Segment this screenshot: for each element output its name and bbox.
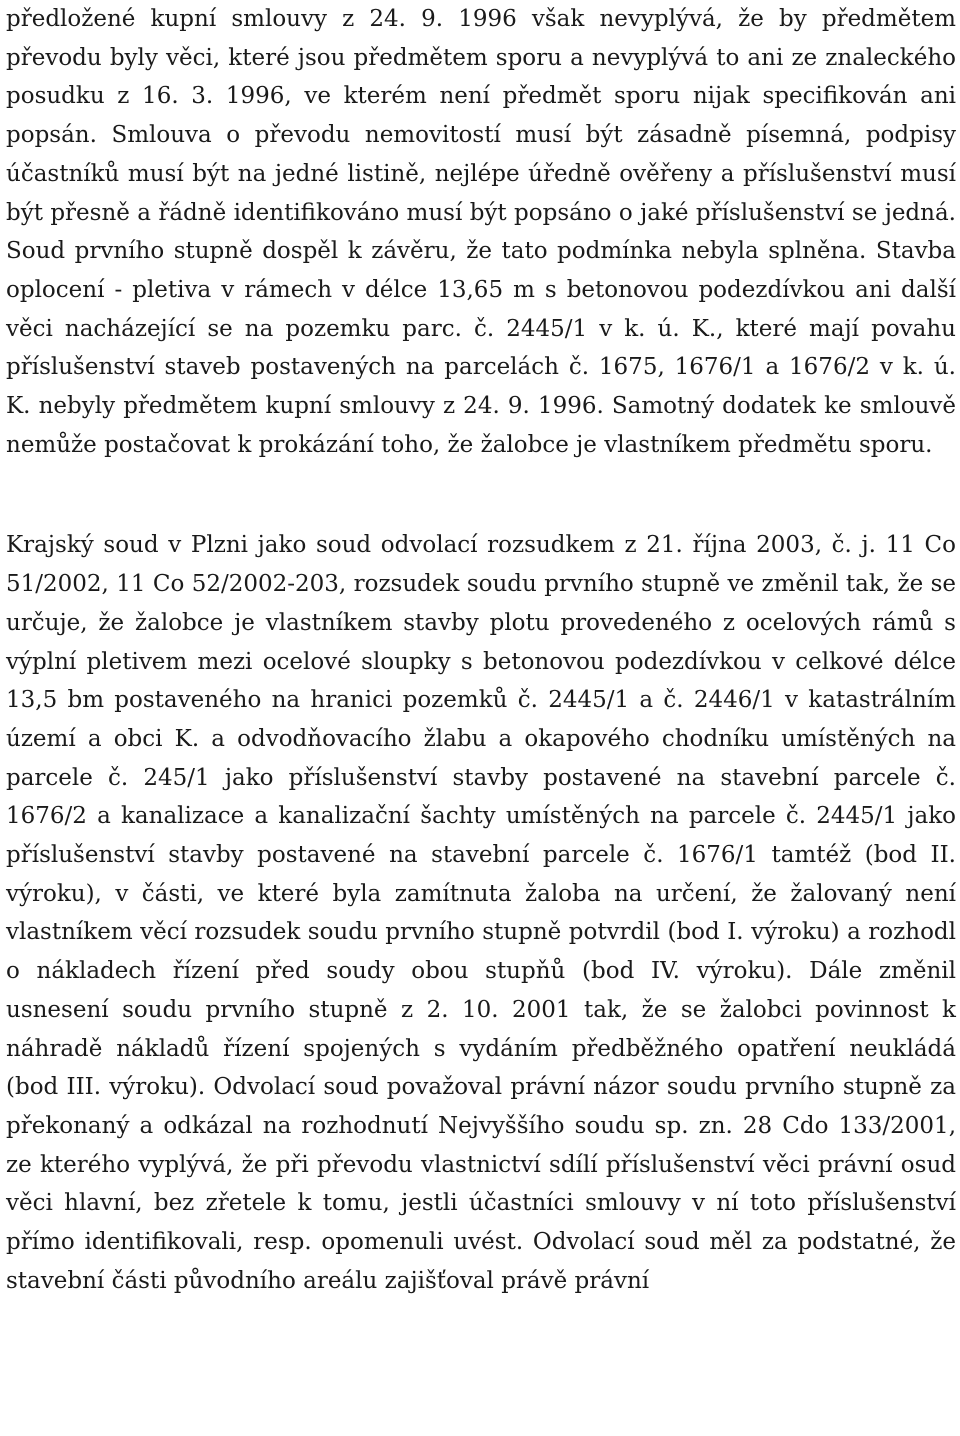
document-page (6, 0, 956, 1301)
paragraph-appeal-court: Krajský soud v Plzni jako soud odvolací rozsudkem z 21. října 2003, č. j. 11 Co 51/2002, 11 Co 52/2002-203, rozsudek soudu prvního stupně ve změnil tak, že se určuje, že žalobce je vlastníkem stavby plotu provedeného z ocelových rámů s výplní pletivem mezi ocelové sloupky s betonovou podezdívkou v celkové délce 13,5 bm postaveného na hranici pozemků č. 2445/1 a č. 2446/1 v katastrálním území a obci K. a odvodňovacího žlabu a okapového chodníku umístěných na parcele č. 245/1 jako příslušenství stavby postavené na stavební parcele č. 1676/2 a kanalizace a kanalizační šachty umístěných na parcele č. 2445/1 jako příslušenství stavby postavené na stavební parcele č. 1676/1 tamtéž (bod II. výroku), v části, ve které byla zamítnuta žaloba na určení, že žalovaný není vlastníkem věcí rozsudek soudu prvního stupně potvrdil (bod I. výroku) a rozhodl o nákladech řízení před soudy obou stupňů (bod IV. výroku). Dále změnil usnesení soudu prvního stupně z 2. 10. 2001 tak, že se žalobci povinnost k náhradě nákladů řízení spojených s vydáním předběžného opatření neukládá (bod III. výroku). Odvolací soud považoval právní názor soudu prvního stupně za překonaný a odkázal na rozhodnutí Nejvyššího soudu sp. zn. 28 Cdo 133/2001, ze kterého vyplývá, že při převodu vlastnictví sdílí příslušenství věci právní osud věci hlavní, bez zřetele k tomu, jestli účastníci smlouvy v ní toto příslušenství přímo identifikovali, resp. opomenuli uvést. Odvolací soud měl za podstatné, že stavební části původního areálu zajišťoval právě právní (6, 532, 956, 1294)
paragraph-purchase-contract: předložené kupní smlouvy z 24. 9. 1996 však nevyplývá, že by předmětem převodu byly věci, které jsou předmětem sporu a nevyplývá to ani ze znaleckého posudku z 16. 3. 1996, ve kterém není předmět sporu nijak specifikován ani popsán. Smlouva o převodu nemovitostí musí být zásadně písemná, podpisy účastníků musí být na jedné listině, nejlépe úředně ověřeny a příslušenství musí být přesně a řádně identifikováno musí být popsáno o jaké příslušenství se jedná. Soud prvního stupně dospěl k závěru, že tato podmínka nebyla splněna. Stavba oplocení - pletiva v rámech v délce 13,65 m s betonovou podezdívkou ani další věci nacházející se na pozemku parc. č. 2445/1 v k. ú. K., které mají povahu příslušenství staveb postavených na parcelách č. 1675, 1676/1 a 1676/2 v k. ú. K. nebyly předmětem kupní smlouvy z 24. 9. 1996. Samotný dodatek ke smlouvě nemůže postačovat k prokázání toho, že žalobce je vlastníkem předmětu sporu. (6, 6, 956, 458)
